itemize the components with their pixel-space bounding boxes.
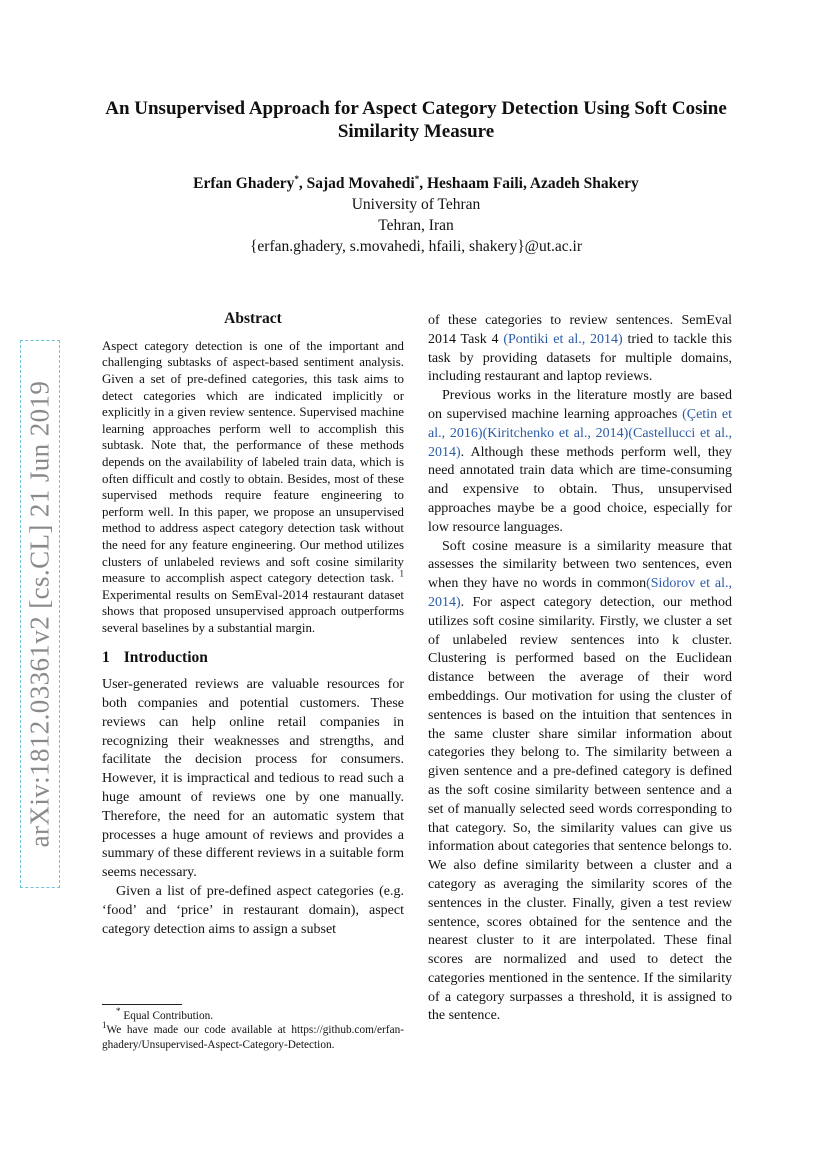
citation-link[interactable]: (Sidorov et al., 2014) [428, 576, 732, 610]
citation-link[interactable]: (Castellucci et al., 2014) [428, 425, 732, 460]
footnote-equal: * Equal Contribution. [116, 1006, 214, 1022]
footnote-code: $^1$We have made our code available at https://github.com/erfan-ghadery/Unsupervised-Aspect-Category-Detection. [102, 1020, 404, 1051]
author-2: Sajad Movahedi [306, 175, 415, 192]
arxiv-id: arXiv:1812.03361v2 [cs.CL] 21 Jun 2019 [24, 380, 55, 848]
section-title: Introduction [123, 649, 208, 667]
intro-paragraph-1: User-generated reviews are valuable resources for both companies and potential customers. These reviews can help online retail companies in recognizing their weaknesses and strengths, and facilitate the decision process for consumers. However, it is impractical and tedious to read such a huge amount of reviews one by one manually. Therefore, the need for an automatic system that processes a huge amount of reviews and provides a summary of these different reviews in a suitable form seems necessary. [102, 677, 404, 881]
section-heading-introduction [102, 649, 404, 668]
abstract-heading: Abstract [224, 310, 282, 327]
citation-link[interactable]: (Kiritchenko et al., 2014) [482, 425, 629, 441]
footnote-rule [102, 1004, 182, 1005]
intro-paragraph-3: of these categories to review sentences. SemEval 2014 Task 4 (Pontiki et al., 2014) tried to tackle this task by providing datasets for multiple domains, including restaurant and laptop reviews. [428, 313, 732, 385]
arxiv-sidebar-stamp [20, 340, 60, 888]
footnotes [102, 1006, 404, 1052]
author-emails: {erfan.ghadery, s.movahedi, hfaili, shakery}@ut.ac.ir [249, 238, 582, 255]
intro-paragraph-2: Given a list of pre-defined aspect categories (e.g. ‘food’ and ‘price’ in restaurant domain), aspect category detection aims to assign a subset [102, 884, 404, 937]
equal-contribution-mark: * [414, 173, 420, 184]
abstract-text: Aspect category detection is one of the important and challenging subtasks of aspect-based sentiment analysis. Given a set of pre-defined categories, this task aims to detect categories which are indicated implicitly or explicitly in a given review sentence. Supervised machine learning approaches perform well to accomplish this subtask. Note that, the performance of these methods depends on the availability of labeled train data, which is often difficult and costly to obtain. Besides, most of these supervised methods require feature engineering to perform well. In this paper, we propose an unsupervised method to address aspect category detection task without the need for any feature engineering. Our method utilizes clusters of unlabeled reviews and soft cosine similarity measure to accomplish aspect category detection task. $^1$ Experimental results on SemEval-2014 restaurant dataset shows that proposed unsupervised approach outperforms several baselines by a substantial margin. [102, 338, 404, 635]
left-column [102, 310, 404, 939]
author-1: Erfan Ghadery [193, 175, 295, 192]
intro-paragraph-5: Soft cosine measure is a similarity measure that assesses the similarity between two sentences, even when they have no words in common(Sidorov et al., 2014). For aspect category detection, our method utilizes soft cosine similarity. Firstly, we cluster a set of unlabeled review sentences into k cluster. Clustering is performed based on the Euclidean distance between the average of their word embeddings. Our motivation for using the cluster of sentences is based on the intuition that sentences in the same cluster share similar information about categories they belong to. The similarity between a given sentence and a pre-defined category is defined as the soft cosine similarity between sentence and a set of manually selected seed words corresponding to that category. So, the similarity values can give us information about categories that sentence belongs to. We also define similarity between a cluster and a category as averaging the similarity scores of the sentences in the cluster. Finally, given a test review sentence, scores obtained for the sentence and the nearest cluster to it are interpolated. These final scores are normalized and used to detect the categories mentioned in the sentence. If the similarity of a category surpasses a threshold, it is assigned to the sentence. [428, 538, 732, 1024]
footnote-ref: 1 [399, 568, 404, 579]
author-block [100, 173, 732, 257]
paper-title: An Unsupervised Approach for Aspect Category Detection Using Soft Cosine Similarity Measure [105, 98, 727, 142]
equal-contribution-mark: * [294, 173, 299, 184]
footnote-mark: * [116, 1006, 121, 1017]
author-names: Erfan Ghadery*, Sajad Movahedi*, Heshaam Faili, Azadeh Shakery [193, 173, 639, 192]
citation-link[interactable]: (Pontiki et al., 2014) [503, 331, 623, 347]
section-number: 1 [102, 649, 110, 667]
citation-link[interactable]: (Çetin et al., 2016) [428, 406, 732, 441]
intro-paragraph-4: Previous works in the literature mostly are based on supervised machine learning approaches (Çetin et al., 2016)(Kiritchenko et al., 2014)(Castellucci et al., 2014). Although these methods perform well, they need annotated train data which are time-consuming and expensive to obtain. Thus, unsupervised approaches maybe be a good choice, especially for low resource languages. [428, 388, 732, 535]
location: Tehran, Iran [378, 217, 454, 234]
affiliation: University of Tehran [351, 196, 481, 213]
author-3-4: Heshaam Faili, Azadeh Shakery [426, 175, 639, 192]
footnote-mark: 1 [102, 1020, 107, 1031]
right-column [428, 312, 732, 1026]
